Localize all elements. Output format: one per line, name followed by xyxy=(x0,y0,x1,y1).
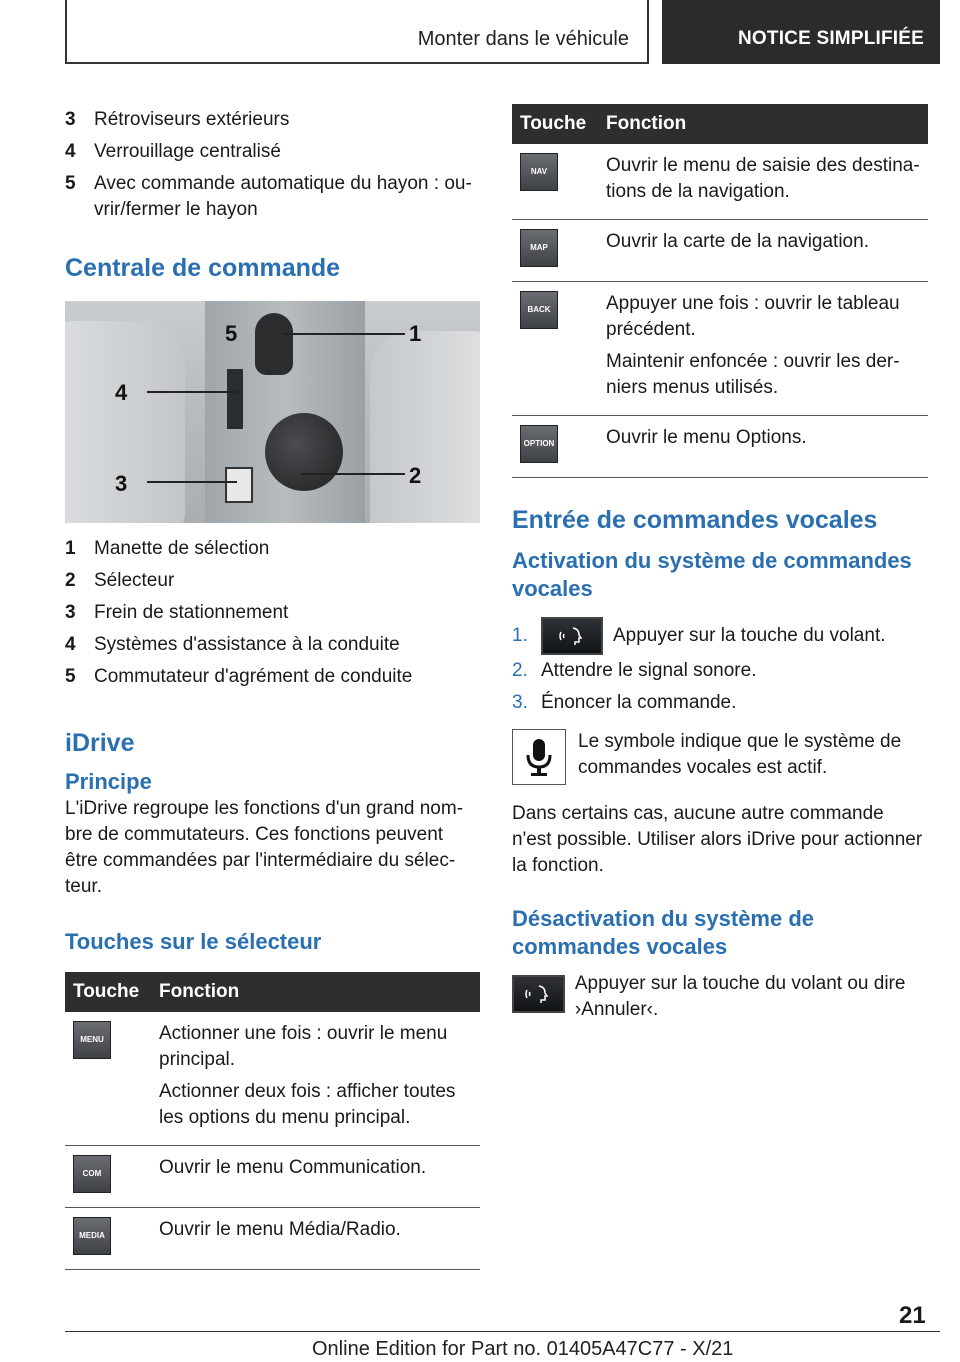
list-item xyxy=(65,533,480,565)
nav-key-icon: NAV xyxy=(520,153,558,191)
item-number: 5 xyxy=(65,666,76,687)
item-number: 3 xyxy=(65,109,76,130)
item-number: 4 xyxy=(65,634,76,655)
item-number: 5 xyxy=(65,173,76,194)
voice-active-symbol-row xyxy=(512,729,928,785)
table-row xyxy=(65,1146,480,1208)
item-number: 2 xyxy=(65,570,76,591)
item-number: 4 xyxy=(65,141,76,162)
column-header-key: Touche xyxy=(65,972,151,1012)
symbol-description: Le symbole indique que le système de commandes vocales est actif. xyxy=(578,731,902,778)
controller-keys-table-continued xyxy=(512,104,928,478)
table-row xyxy=(512,220,928,282)
edition-text: Online Edition for Part no. 01405A47C77 - X/21 xyxy=(312,1338,734,1360)
callout-line-3 xyxy=(147,481,237,483)
principe-heading: Principe xyxy=(65,769,152,794)
header-chapter-title: NOTICE SIMPLIFIÉE xyxy=(738,28,925,49)
list-item xyxy=(512,655,928,687)
switch-shape xyxy=(227,369,243,429)
table-row xyxy=(512,416,928,478)
photo-label-4: 4 xyxy=(115,380,128,405)
table-header-row xyxy=(65,972,480,1012)
principe-paragraph: L'iDrive regroupe les fonctions d'un grand nombre de commutateurs. Ces fonctions peuvent être commandées par l'intermédiaire du sélecteur. xyxy=(65,798,464,897)
com-key-icon: COM xyxy=(73,1155,111,1193)
step-number: 2. xyxy=(512,660,528,681)
list-item xyxy=(512,617,928,655)
table-row xyxy=(65,1208,480,1270)
top-items-list xyxy=(65,104,480,226)
callout-line-2 xyxy=(301,473,405,475)
table-row xyxy=(512,144,928,220)
column-header-function: Fonction xyxy=(151,972,480,1012)
header-section-title: Monter dans le véhicule xyxy=(417,28,629,50)
note-paragraph: Dans certains cas, aucune autre commande n'est possible. Utiliser alors iDrive pour actionner la fonction. xyxy=(512,803,923,876)
controller-knob-shape xyxy=(265,413,343,491)
step-text: Énoncer la commande. xyxy=(541,692,737,713)
menu-key-icon: MENU xyxy=(73,1021,111,1059)
controller-keys-table xyxy=(65,972,480,1270)
header-section-box xyxy=(65,0,649,64)
idrive-heading: iDrive xyxy=(65,729,135,757)
right-column xyxy=(512,104,928,1023)
item-text: Manette de sélection xyxy=(94,538,270,559)
function-text: Actionner une fois : ouvrir le menu principal. xyxy=(159,1023,448,1070)
page-number: 21 xyxy=(899,1302,926,1329)
activation-steps xyxy=(512,617,928,719)
photo-label-2: 2 xyxy=(409,463,422,488)
function-text: Maintenir enfoncée : ouvrir les derniers menus utilisés. xyxy=(606,351,900,398)
deactivation-text: Appuyer sur la touche du volant ou dire ›Annuler‹. xyxy=(574,973,906,1020)
voice-button-icon xyxy=(512,975,565,1013)
function-text: Actionner deux fois : afficher toutes les options du menu principal. xyxy=(159,1081,456,1128)
list-item xyxy=(65,565,480,597)
step-number: 1. xyxy=(512,625,528,646)
photo-legend-list xyxy=(65,533,480,693)
header-chapter-tab xyxy=(662,0,940,64)
touches-heading: Touches sur le sélecteur xyxy=(65,929,322,954)
item-text: Frein de stationnement xyxy=(94,602,289,623)
table-row xyxy=(512,282,928,416)
item-text: Systèmes d'assistance à la conduite xyxy=(94,634,400,655)
step-number: 3. xyxy=(512,692,528,713)
list-item xyxy=(65,661,480,693)
central-command-heading: Centrale de commande xyxy=(65,254,341,282)
table-header-row xyxy=(512,104,928,144)
function-text: Ouvrir le menu Média/Radio. xyxy=(159,1219,401,1240)
deactivation-row xyxy=(512,975,928,1023)
list-item xyxy=(65,597,480,629)
media-key-icon: MEDIA xyxy=(73,1217,111,1255)
column-header-function: Fonction xyxy=(598,104,928,144)
photo-label-3: 3 xyxy=(115,471,128,496)
column-header-key: Touche xyxy=(512,104,598,144)
item-number: 3 xyxy=(65,602,76,623)
function-text: Ouvrir le menu de saisie des destinations de la navigation. xyxy=(606,155,920,202)
list-item xyxy=(65,168,480,226)
item-text: Avec commande automatique du hayon : ouvrir/fermer le hayon xyxy=(94,173,472,220)
voice-wave-icon xyxy=(557,625,587,647)
list-item xyxy=(512,687,928,719)
step-text: Attendre le signal sonore. xyxy=(541,660,757,681)
item-text: Sélecteur xyxy=(94,570,175,591)
parking-brake-shape xyxy=(225,467,253,503)
function-text: Ouvrir la carte de la navigation. xyxy=(606,231,869,252)
list-item xyxy=(65,136,480,168)
step-text: Appuyer sur la touche du volant. xyxy=(613,625,886,646)
voice-wave-icon xyxy=(523,983,553,1005)
back-key-icon: BACK xyxy=(520,291,558,329)
function-text: Ouvrir le menu Communication. xyxy=(159,1157,427,1178)
photo-label-1: 1 xyxy=(409,321,422,346)
map-key-icon: MAP xyxy=(520,229,558,267)
function-text: Ouvrir le menu Options. xyxy=(606,427,807,448)
deactivation-heading: Désactivation du système de commandes vocales xyxy=(512,906,815,959)
right-seat-shape xyxy=(370,331,480,523)
callout-line-4 xyxy=(147,391,237,393)
list-item xyxy=(65,104,480,136)
photo-label-5: 5 xyxy=(225,321,238,346)
option-key-icon: OPTION xyxy=(520,425,558,463)
left-column xyxy=(65,104,480,1270)
item-text: Rétroviseurs extérieurs xyxy=(94,109,290,130)
item-text: Commutateur d'agrément de conduite xyxy=(94,666,413,687)
footer-divider xyxy=(65,1331,940,1332)
voice-button-icon xyxy=(541,617,603,655)
voice-heading: Entrée de commandes vocales xyxy=(512,506,878,534)
gear-lever-shape xyxy=(255,313,293,375)
center-console-photo xyxy=(65,301,480,523)
item-number: 1 xyxy=(65,538,76,559)
item-text: Verrouillage centralisé xyxy=(94,141,281,162)
activation-heading: Activation du système de commandes vocales xyxy=(512,548,912,601)
function-text: Appuyer une fois : ouvrir le tableau précédent. xyxy=(606,293,900,340)
microphone-icon xyxy=(512,729,566,785)
list-item xyxy=(65,629,480,661)
table-row xyxy=(65,1012,480,1146)
callout-line-1 xyxy=(283,333,405,335)
